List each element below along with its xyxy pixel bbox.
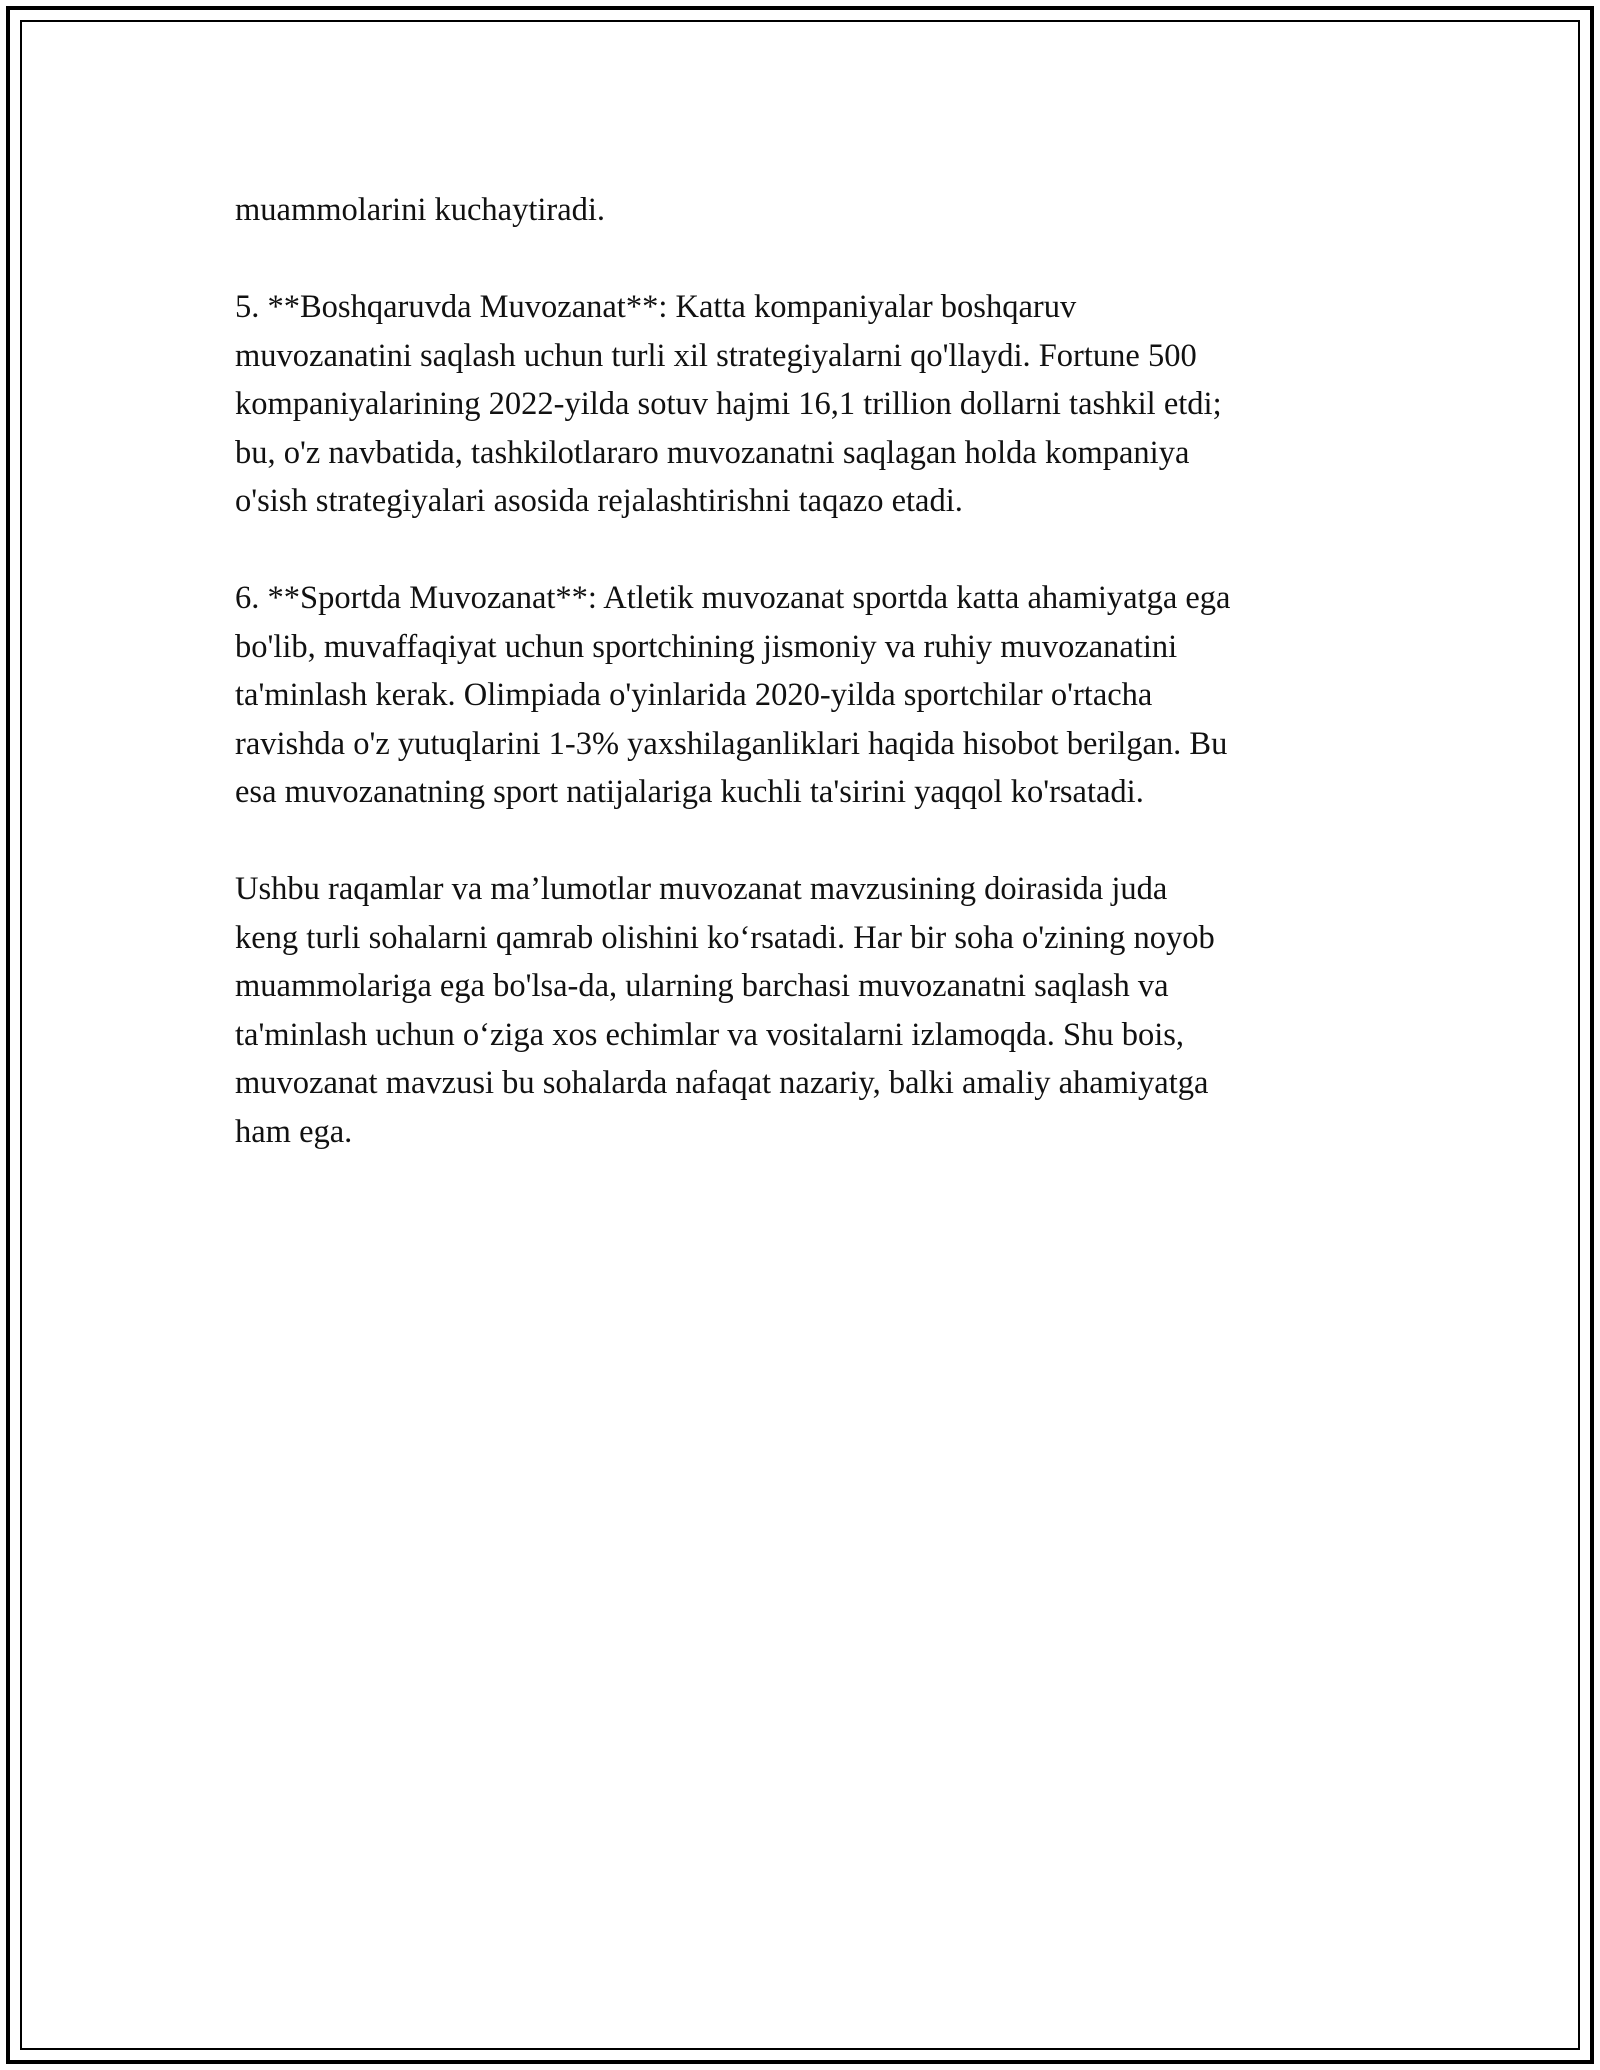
paragraph-item-6-sports-balance: 6. **Sportda Muvozanat**: Atletik muvozanat sportda katta ahamiyatga ega bo'lib, muvaffaqiyat uchun sportchining jismoniy va ruhiy muvozanatini ta'minlash kerak. Olimpiada o'yinlarida 2020-yilda sportchilar o'rtacha ravishda o'z yutuqlarini 1-3% yaxshilaganliklari haqida hisobot berilgan. Bu esa muvozanatning sport natijalariga kuchli ta'sirini yaqqol ko'rsatadi. [235,580,1231,810]
paragraph-item-5-management-balance: 5. **Boshqaruvda Muvozanat**: Katta kompaniyalar boshqaruv muvozanatini saqlash uchun turli xil strategiyalarni qo'llaydi. Fortune 500 kompaniyalarining 2022-yilda sotuv hajmi 16,1 trillion dollarni tashkil etdi; bu, o'z navbatida, tashkilotlararo muvozanatni saqlagan holda kompaniya o'sish strategiyalari asosida rejalashtirishni taqazo etadi. [235,289,1222,519]
document-body [235,186,1375,1205]
paragraph-continuation: muammolarini kuchaytiradi. [235,192,606,228]
paragraph-conclusion: Ushbu raqamlar va ma’lumotlar muvozanat mavzusining doirasida juda keng turli sohalarni qamrab olishini ko‘rsatadi. Har bir soha o'zining noyob muammolariga ega bo'lsa-da, ularning barchasi muvozanatni saqlash va ta'minlash uchun o‘ziga xos echimlar va vositalarni izlamoqda. Shu bois, muvozanat mavzusi bu sohalarda nafaqat nazariy, balki amaliy ahamiyatga ham ega. [235,871,1215,1150]
